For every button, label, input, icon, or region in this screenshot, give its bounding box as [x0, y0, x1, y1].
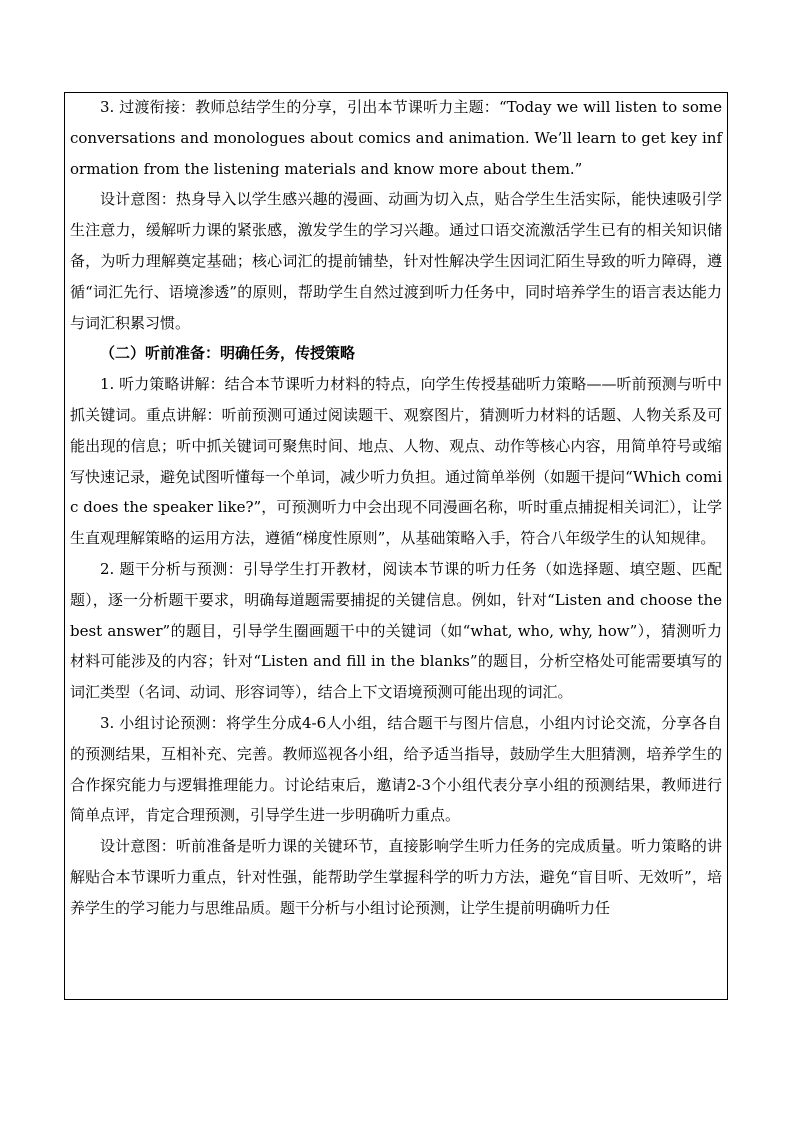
paragraph-group-discussion: 3. 小组讨论预测：将学生分成4-6人小组，结合题干与图片信息，小组内讨论交流，分享各自的预测结果，互相补充、完善。教师巡视各小组，给予适当指导，鼓励学生大胆猜测，培养学生的合作探究能力与逻辑推理能力。讨论结束后，邀请2-3个小组代表分享小组的预测结果，教师进行简单点评，肯定合理预测，引导学生进一步明确听力重点。 — [70, 713, 722, 825]
paragraph-question-analysis: 2. 题干分析与预测：引导学生打开教材，阅读本节课的听力任务（如选择题、填空题、匹配题），逐一分析题干要求，明确每道题需要捕捉的关键信息。例如，针对“Listen and choose the best answer”的题目，引导学生圈画题干中的关键词（如“what, who, why, how”），猜测听力材料可能涉及的内容；针对“Listen and fill in the blanks”的题目，分析空格处可能需要填写的词汇类型（名词、动词、形容词等），结合上下文语境预测可能出现的词汇。 — [70, 559, 722, 702]
paragraph-transition: 3. 过渡衔接：教师总结学生的分享，引出本节课听力主题：“Today we will listen to some conversations and monologues about comics and animation. We’ll learn to get key information from the listening materials and know more about them.” — [70, 98, 722, 178]
lesson-plan-body — [70, 92, 722, 924]
paragraph-design-intent-pre-listening: 设计意图：听前准备是听力课的关键环节，直接影响学生听力任务的完成质量。听力策略的讲解贴合本节课听力重点，针对性强，能帮助学生掌握科学的听力方法，避免“盲目听、无效听”，培养学生的学习能力与思维品质。题干分析与小组讨论预测，让学生提前明确听力任 — [70, 837, 722, 917]
paragraph-design-intent-warmup: 设计意图：热身导入以学生感兴趣的漫画、动画为切入点，贴合学生生活实际，能快速吸引学生注意力，缓解听力课的紧张感，激发学生的学习兴趣。通过口语交流激活学生已有的相关知识储备，为听力理解奠定基础；核心词汇的提前铺垫，针对性解决学生因词汇陌生导致的听力障碍，遵循“词汇先行、语境渗透”的原则，帮助学生自然过渡到听力任务中，同时培养学生的语言表达能力与词汇积累习惯。 — [70, 190, 722, 332]
section-heading-pre-listening: （二）听前准备：明确任务，传授策略 — [100, 344, 356, 363]
paragraph-strategy: 1. 听力策略讲解：结合本节课听力材料的特点，向学生传授基础听力策略——听前预测与听中抓关键词。重点讲解：听前预测可通过阅读题干、观察图片，猜测听力材料的话题、人物关系及可能出现的信息；听中抓关键词可聚焦时间、地点、人物、观点、动作等核心内容，用简单符号或缩写快速记录，避免试图听懂每一个单词，减少听力负担。通过简单举例（如题干提问“Which comic does the speaker like?”，可预测听力中会出现不同漫画名称，听时重点捕捉相关词汇），让学生直观理解策略的运用方法，遵循“梯度性原则”，从基础策略入手，符合八年级学生的认知规律。 — [70, 375, 722, 548]
